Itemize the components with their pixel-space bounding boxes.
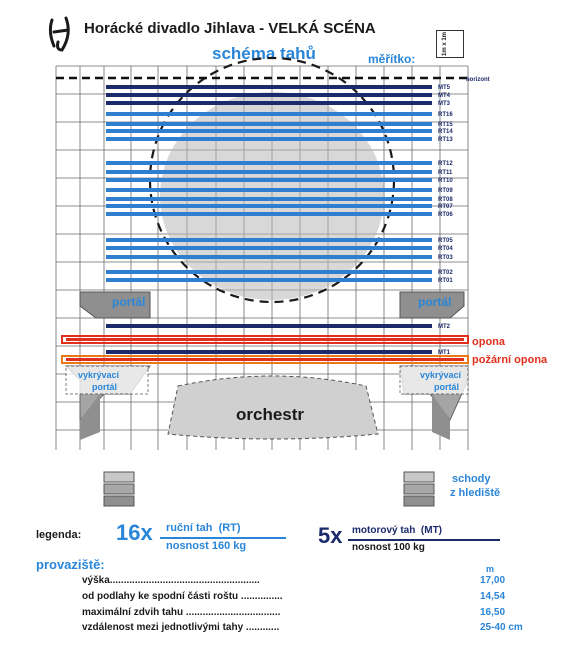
hoist-label-rt15: RT15 bbox=[438, 122, 453, 128]
hoist-bar-rt09 bbox=[106, 188, 432, 192]
hoist-label-rt01: RT01 bbox=[438, 278, 453, 284]
hoist-label-mt4: MT4 bbox=[438, 93, 450, 99]
hoist-label-rt06: RT06 bbox=[438, 212, 453, 218]
masking-portal-left-label1: vykrývací bbox=[78, 370, 120, 380]
horizon-label: horizont bbox=[466, 77, 490, 83]
hoist-bar-rt06 bbox=[106, 212, 432, 216]
hoist-bar-rt15 bbox=[106, 122, 432, 126]
hoist-label-rt04: RT04 bbox=[438, 246, 453, 252]
hoist-label-rt16: RT16 bbox=[438, 112, 453, 118]
legend-rt-name: ruční tah bbox=[166, 522, 213, 534]
legend-mt-abbr: (MT) bbox=[420, 525, 443, 536]
stairs-right bbox=[404, 472, 434, 506]
hoist-label-rt09: RT09 bbox=[438, 188, 453, 194]
orchestra-label: orchestr bbox=[236, 405, 305, 424]
hoist-label-rt11: RT11 bbox=[438, 170, 453, 176]
masking-portal-left-label2: portál bbox=[92, 382, 118, 392]
hoist-label-rt03: RT03 bbox=[438, 255, 453, 261]
hoist-bar-rt05 bbox=[106, 238, 432, 242]
spec-name: výška...................................................... bbox=[82, 575, 260, 586]
hoist-bar-rt07 bbox=[106, 204, 432, 208]
portal-right-label: portál bbox=[418, 295, 452, 309]
hoist-label-rt14: RT14 bbox=[438, 129, 453, 135]
legend-rt-capacity: nosnost 160 kg bbox=[166, 540, 247, 552]
diagram-subtitle: schéma tahů bbox=[212, 44, 316, 63]
stairs-label-line1: schody bbox=[452, 473, 491, 485]
spec-row bbox=[82, 622, 523, 633]
spec-value: 14,54 bbox=[480, 591, 506, 602]
masking-portal-right-label2: portál bbox=[434, 382, 460, 392]
fire-curtain-label: požární opona bbox=[472, 354, 548, 366]
hoist-bar-rt14 bbox=[106, 129, 432, 133]
hoist-label-rt02: RT02 bbox=[438, 270, 453, 276]
hoist-bar-rt13 bbox=[106, 137, 432, 141]
hoist-label-rt08: RT08 bbox=[438, 197, 453, 203]
hoist-label-mt3: MT3 bbox=[438, 101, 450, 107]
spec-name: maximální zdvih tahu .................................. bbox=[82, 607, 281, 618]
hoist-label-rt07: RT07 bbox=[438, 204, 453, 210]
legend-mt-count: 5x bbox=[318, 523, 343, 548]
hoist-label-mt2: MT2 bbox=[438, 324, 450, 330]
hoist-bar-mt1 bbox=[106, 350, 432, 354]
hoist-bar-rt01 bbox=[106, 278, 432, 282]
hoist-bar-mt2 bbox=[106, 324, 432, 328]
spec-name: od podlahy ke spodní části roštu ............... bbox=[82, 591, 283, 602]
hoist-label-mt1: MT1 bbox=[438, 350, 450, 356]
spec-value: 25-40 cm bbox=[480, 622, 523, 633]
orchestra-pit bbox=[168, 376, 378, 439]
portal-right bbox=[400, 292, 464, 318]
hoist-bar-mt5 bbox=[106, 85, 432, 89]
hoist-label-rt13: RT13 bbox=[438, 137, 453, 143]
hoist-label-mt5: MT5 bbox=[438, 85, 450, 91]
portal-left bbox=[80, 292, 150, 318]
hoist-bar-mt4 bbox=[106, 93, 432, 97]
masking-portal-right-label1: vykrývací bbox=[420, 370, 462, 380]
spec-row bbox=[82, 591, 506, 602]
legend-mt-line bbox=[348, 539, 500, 541]
spec-name: vzdálenost mezi jednotlivými tahy ............ bbox=[82, 622, 280, 633]
legend-mt-text bbox=[352, 525, 442, 536]
hoist-bar-rt16 bbox=[106, 112, 432, 116]
legend-rt-count: 16x bbox=[116, 520, 153, 545]
scale-box-text: 1m x 1m bbox=[442, 31, 449, 57]
hoist-bar-rt12 bbox=[106, 161, 432, 165]
specs-unit: m bbox=[486, 564, 495, 574]
spec-row bbox=[82, 575, 506, 586]
stairs-left bbox=[104, 472, 134, 506]
hoist-bar-rt08 bbox=[106, 197, 432, 201]
hoist-bar-rt03 bbox=[106, 255, 432, 259]
spec-value: 16,50 bbox=[480, 607, 506, 618]
masking-portal-left bbox=[66, 366, 150, 420]
hoist-bar-mt3 bbox=[106, 101, 432, 105]
legend-mt-capacity: nosnost 100 kg bbox=[352, 542, 425, 553]
hoist-label-rt12: RT12 bbox=[438, 161, 453, 167]
spec-row bbox=[82, 607, 506, 618]
scale-label: měřítko: bbox=[368, 52, 416, 66]
legend-rt-line bbox=[160, 537, 286, 539]
hoist-bar-rt10 bbox=[106, 178, 432, 182]
hoist-bar-rt11 bbox=[106, 170, 432, 174]
hoist-bar-rt02 bbox=[106, 270, 432, 274]
hoist-label-rt10: RT10 bbox=[438, 178, 453, 184]
legend-rt-text bbox=[166, 522, 241, 534]
hoist-label-rt05: RT05 bbox=[438, 238, 453, 244]
curtain-label: opona bbox=[472, 336, 505, 348]
stairs-label-line2: z hlediště bbox=[450, 487, 501, 499]
legend-rt-abbr: (RT) bbox=[218, 522, 241, 534]
portal-left-label: portál bbox=[112, 295, 146, 309]
theatre-title: Horácké divadlo Jihlava - VELKÁ SCÉNA bbox=[84, 20, 376, 37]
legend-mt-name: motorový tah bbox=[352, 525, 416, 536]
spec-value: 17,00 bbox=[480, 575, 506, 586]
specs-label: provaziště: bbox=[36, 557, 105, 572]
hoist-bar-rt04 bbox=[106, 246, 432, 250]
legend-label: legenda: bbox=[36, 529, 82, 541]
